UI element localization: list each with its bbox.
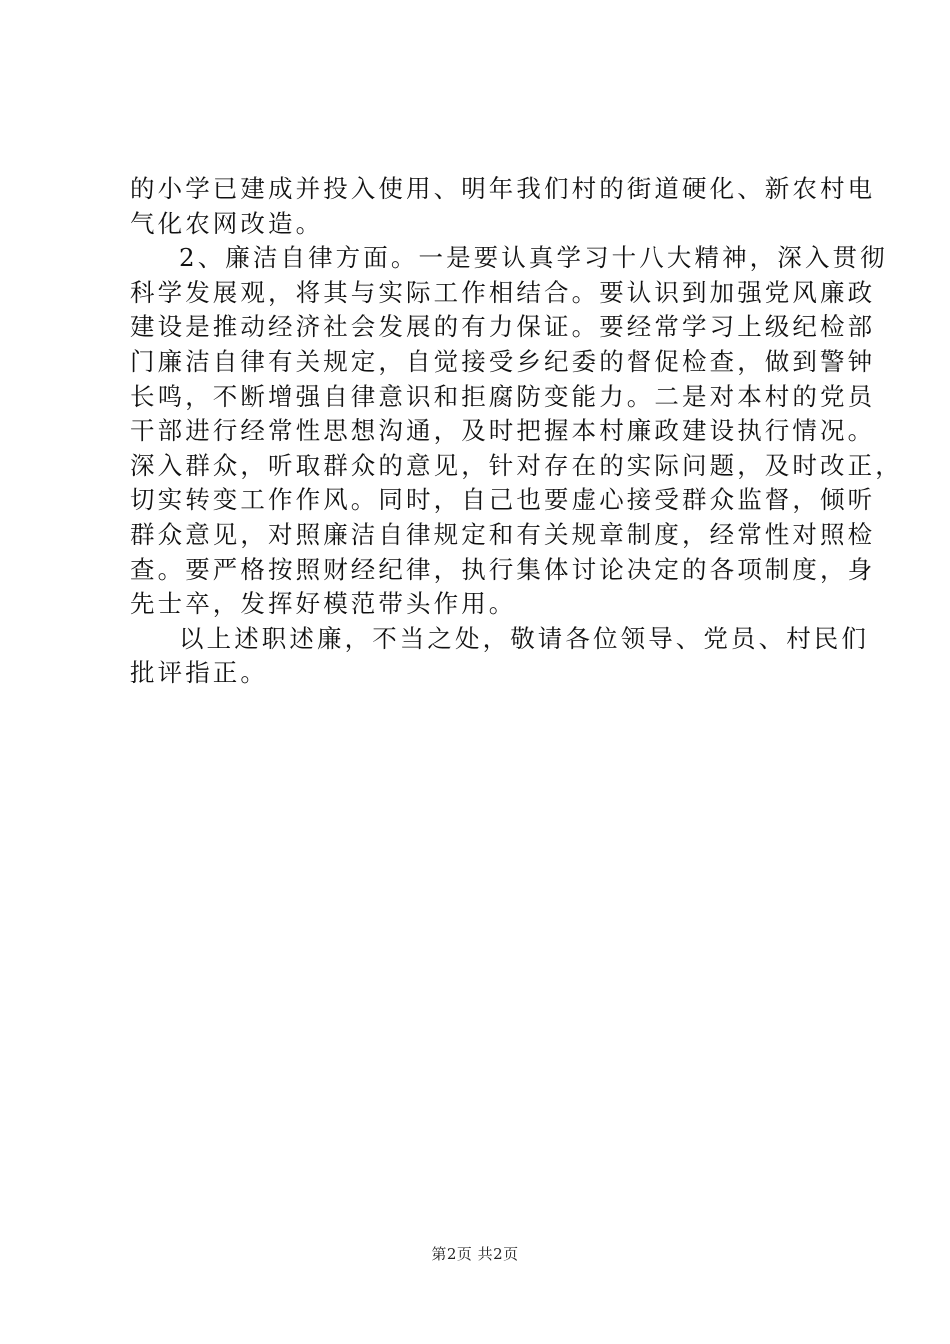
text-line: 气化农网改造。 bbox=[130, 208, 324, 238]
text-line: 的小学已建成并投入使用、明年我们村的街道硬化、新农村电 bbox=[130, 174, 876, 203]
text-line: 以上述职述廉，不当之处，敬请各位领导、党员、村民们 bbox=[179, 623, 869, 653]
text-line: 建设是推动经济社会发展的有力保证。要经常学习上级纪检部 bbox=[130, 312, 876, 342]
page-number-footer: 第2页 共2页 bbox=[431, 1245, 519, 1263]
text-line: 深入群众，听取群众的意见，针对存在的实际问题，及时改正， bbox=[130, 450, 903, 480]
body-text bbox=[130, 172, 903, 691]
text-line: 切实转变工作作风。同时，自己也要虚心接受群众监督，倾听 bbox=[130, 485, 876, 515]
text-line: 群众意见，对照廉洁自律规定和有关规章制度，经常性对照检 bbox=[130, 519, 876, 549]
text-line: 干部进行经常性思想沟通，及时把握本村廉政建设执行情况。 bbox=[130, 416, 876, 446]
text-line: 科学发展观，将其与实际工作相结合。要认识到加强党风廉政 bbox=[130, 277, 876, 307]
text-line: 长鸣，不断增强自律意识和拒腐防变能力。二是对本村的党员 bbox=[130, 381, 876, 411]
text-line: 批评指正。 bbox=[130, 658, 268, 688]
text-line: 门廉洁自律有关规定，自觉接受乡纪委的督促检查，做到警钟 bbox=[130, 346, 876, 376]
text-line: 查。要严格按照财经纪律，执行集体讨论决定的各项制度，身 bbox=[130, 554, 876, 584]
text-line: 2、廉洁自律方面。一是要认真学习十八大精神，深入贯彻 bbox=[179, 243, 888, 273]
text-line: 先士卒，发挥好模范带头作用。 bbox=[130, 589, 517, 619]
